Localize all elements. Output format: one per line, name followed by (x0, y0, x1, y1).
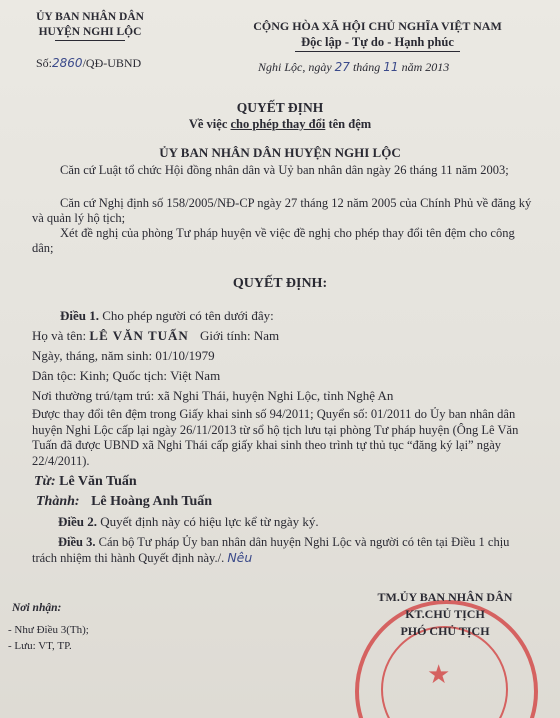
signature-line-3: PHÓ CHỦ TỊCH (400, 624, 490, 638)
recipient-2: - Lưu: VT, TP. (8, 640, 72, 652)
ethnic-row: Dân tộc: Kinh; Quốc tịch: Việt Nam (32, 368, 221, 383)
issuing-agency (30, 10, 150, 40)
handwritten-mark: Nêu (227, 550, 253, 565)
motto: Độc lập - Tự do - Hạnh phúc (301, 35, 454, 49)
authority-heading: ỦY BAN NHÂN DÂN HUYỆN NGHI LỘC (159, 145, 401, 160)
handwritten-month: 11 (383, 60, 399, 74)
document-subject: Về việc cho phép thay đổi tên đệm (188, 117, 372, 131)
article-3: Điều 3. Cán bộ Tư pháp Ủy ban nhân dân huyện Nghi Lộc và người có tên tại Điều 1 chịu trách nhiệm thi hành Quyết định này./. Nêu (32, 535, 510, 565)
article-2: Điều 2. Quyết định này có hiệu lực kể từ ngày ký. (58, 514, 319, 529)
national-motto (205, 18, 550, 50)
recipients-heading: Nơi nhận: (12, 602, 62, 614)
handwritten-number: 2860 (52, 56, 83, 70)
motto-underline (295, 51, 460, 52)
recipient-1: - Như Điều 3(Th); (8, 624, 89, 636)
document-title: QUYẾT ĐỊNH (236, 100, 324, 115)
agency-underline (55, 40, 125, 41)
basis-paragraph-1: Căn cứ Luật tổ chức Hội đồng nhân dân và Uỷ ban nhân dân ngày 26 tháng 11 năm 2003; (60, 163, 509, 177)
article-1-intro: Điều 1. Cho phép người có tên dưới đây: (60, 308, 274, 323)
basis-paragraph-2: Căn cứ Nghị định số 158/2005/NĐ-CP ngày 27 tháng 12 năm 2005 của Chính Phủ về đăng ký và quản lý hộ tịch; (32, 196, 532, 225)
handwritten-day: 27 (334, 60, 350, 74)
document-number: Số:2860/QĐ-UBND (36, 56, 142, 70)
residence-row: Nơi thường trú/tạm trú: xã Nghi Thái, huyện Nghi Lộc, tỉnh Nghệ An (32, 388, 394, 403)
agency-line1: ỦY BAN NHÂN DÂN (36, 11, 144, 23)
seal-star-icon: ★ (427, 660, 451, 689)
agency-line2: HUYỆN NGHI LỘC (38, 26, 142, 38)
change-details: Được thay đổi tên đệm trong Giấy khai sinh số 94/2011; Quyển số: 01/2011 do Ủy ban nhân dân huyện Nghi Lộc cấp lại ngày 26/11/2013 từ sổ hộ tịch lưu tại phòng Tư pháp huyện (Ông Lê Văn Tuấn đã được UBND xã Nghi Thái cấp giấy khai sinh theo trình tự thủ tục “đăng ký lại” ngày 22/4/2011). (32, 407, 519, 468)
dob-row: Ngày, tháng, năm sinh: 01/10/1979 (32, 348, 215, 363)
signature-line-2: KT.CHỦ TỊCH (405, 607, 485, 621)
to-name-row: Thành: Lê Hoàng Anh Tuấn (36, 494, 213, 509)
basis-paragraph-3: Xét đề nghị của phòng Tư pháp huyện về việc đề nghị cho phép thay đổi tên đệm cho công dân; (32, 226, 515, 255)
signature-line-1: TM.ỦY BAN NHÂN DÂN (377, 590, 513, 604)
country-name: CỘNG HÒA XÃ HỘI CHỦ NGHĨA VIỆT NAM (253, 19, 502, 33)
from-name-row: Từ: Lê Văn Tuấn (34, 474, 137, 489)
decision-heading: QUYẾT ĐỊNH: (232, 276, 328, 291)
place-date: Nghi Lộc, ngày 27 tháng 11 năm 2013 (258, 60, 450, 74)
citizen-name: LÊ VĂN TUẤN (89, 328, 189, 343)
name-row: Họ và tên: LÊ VĂN TUẤN Giới tính: Nam (32, 328, 280, 343)
